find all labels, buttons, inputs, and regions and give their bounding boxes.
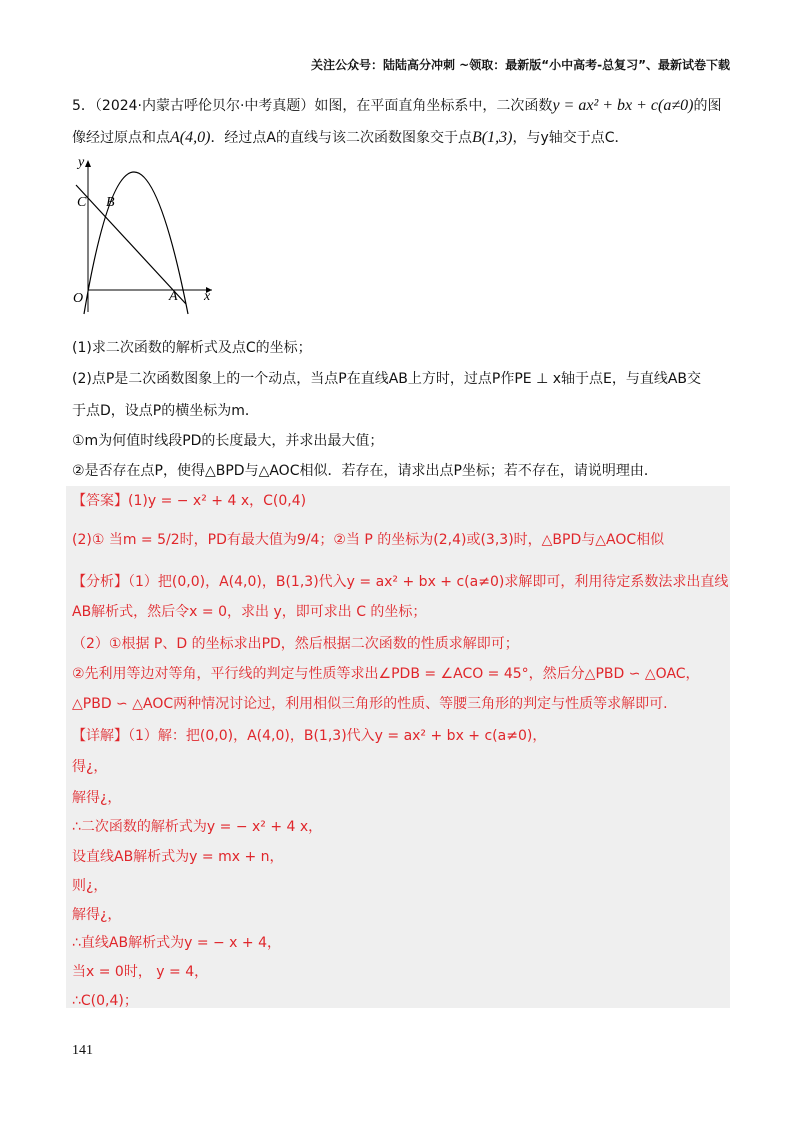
question-line-2 [72, 128, 629, 148]
question-line-1 [72, 96, 721, 116]
y-axis-arrow [85, 160, 91, 167]
detail-line-1: 【详解】（1）解：把(0,0)，A(4,0)，B(1,3)代入y = ax² + bx + c(a≠0)， [72, 728, 547, 744]
figure-svg [70, 152, 220, 322]
answer-box [66, 486, 730, 1008]
q-text: 的图 [693, 98, 722, 114]
label-x: x [204, 289, 211, 304]
label-o: O [73, 291, 84, 306]
question-sub-2: ②是否存在点P，使得△BPD与△AOC相似．若存在，请求出点P坐标；若不存在，请说明理由． [72, 463, 658, 479]
label-a: A [169, 289, 178, 304]
detail-line-4: ∴二次函数的解析式为y = − x² + 4 x， [72, 819, 323, 835]
answer-line-2: (2)① 当m = 5/2时，PD有最大值为9/4；②当 P 的坐标为(2,4)或(3,3)时，△BPD与△AOC相似 [72, 532, 665, 548]
detail-line-9: 当x = 0时， y = 4， [72, 964, 209, 980]
q-text: 5．（2024·内蒙古呼伦贝尔·中考真题）如图，在平面直角坐标系中，二次函数 [72, 98, 553, 114]
line-ab [76, 185, 186, 304]
detail-line-10: ∴C(0,4)； [72, 993, 138, 1009]
q-math: A(4,0) [170, 129, 211, 146]
parabola-figure [70, 152, 220, 322]
page-number: 141 [72, 1043, 93, 1058]
analysis-line-2: AB解析式，然后令x = 0，求出 y，即可求出 C 的坐标； [72, 604, 427, 620]
detail-line-3: 解得¿， [72, 790, 122, 806]
question-sub-1: ①m为何值时线段PD的长度最大，并求出最大值； [72, 433, 384, 449]
label-b: B [106, 195, 115, 210]
detail-line-5: 设直线AB解析式为y = mx + n， [72, 849, 284, 865]
detail-line-6: 则¿， [72, 878, 108, 894]
detail-line-2: 得¿， [72, 759, 108, 775]
q-math: B(1,3) [472, 129, 513, 146]
q-text: ．经过点A的直线与该二次函数图象交于点 [210, 130, 473, 146]
analysis-line-5: △PBD ∽ △AOC两种情况讨论过，利用相似三角形的性质、等腰三角形的判定与性质等求解即可. [72, 696, 668, 712]
answer-line-1: 【答案】(1)y = − x² + 4 x，C(0,4) [72, 493, 307, 509]
q-math: y = ax² + bx + c(a≠0) [552, 97, 694, 114]
label-c: C [77, 195, 87, 210]
label-y: y [78, 155, 85, 170]
question-part-2a: (2)点P是二次函数图象上的一个动点，当点P在直线AB上方时，过点P作PE ⊥ x轴于点E，与直线AB交 [72, 371, 702, 387]
question-part-2b: 于点D，设点P的横坐标为m． [72, 403, 259, 419]
page-header: 关注公众号：陆陆高分冲刺 ~领取：最新版“小中高考-总复习”、最新试卷下载 [311, 58, 730, 72]
analysis-line-4: ②先利用等边对等角，平行线的判定与性质等求出∠PDB = ∠ACO = 45°，然后分△PBD ∽ △OAC， [72, 666, 700, 682]
q-text: 像经过原点和点 [72, 130, 170, 146]
detail-line-8: ∴直线AB解析式为y = − x + 4， [72, 935, 282, 951]
question-part-1: (1)求二次函数的解析式及点C的坐标； [72, 340, 312, 356]
analysis-line-1: 【分析】（1）把(0,0)，A(4,0)，B(1,3)代入y = ax² + bx + c(a≠0)求解即可，利用待定系数法求出直线 [72, 574, 729, 590]
detail-line-7: 解得¿， [72, 907, 122, 923]
q-text: ，与y轴交于点C． [512, 130, 629, 146]
analysis-line-3: （2）①根据 P、D 的坐标求出PD，然后根据二次函数的性质求解即可； [72, 636, 519, 652]
